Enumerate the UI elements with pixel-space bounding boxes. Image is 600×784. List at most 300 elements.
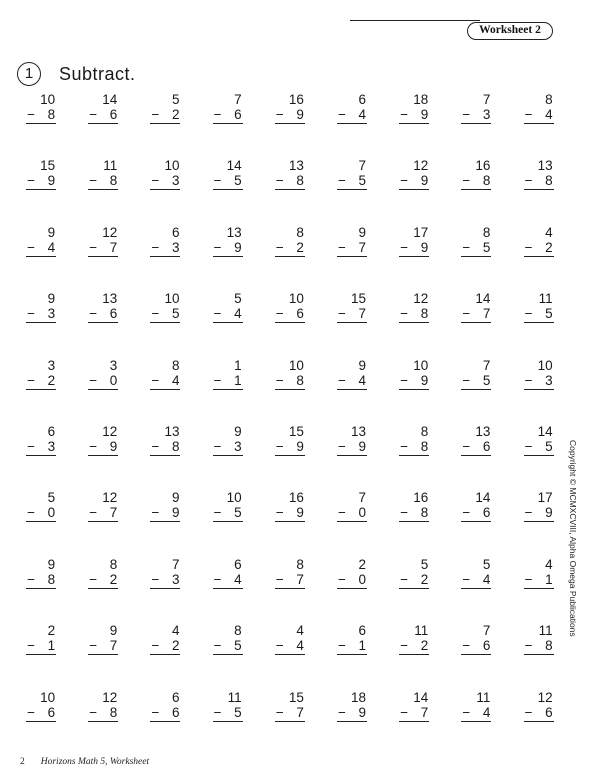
minus-sign: − [213, 173, 222, 189]
problem-row [10, 557, 570, 623]
subtrahend-line [150, 439, 180, 456]
minuend: 16 [413, 490, 429, 506]
subtrahend: 6 [47, 704, 56, 720]
subtrahend: 6 [109, 107, 118, 122]
minuend: 8 [171, 357, 180, 373]
minuend: 10 [40, 689, 56, 705]
subtrahend: 5 [234, 505, 242, 521]
minuend: 4 [545, 556, 553, 572]
subtrahend: 4 [234, 306, 242, 322]
minuend: 11 [538, 291, 553, 307]
subtraction-problem [72, 158, 134, 224]
minuend: 8 [482, 224, 491, 240]
subtrahend-line [26, 705, 56, 722]
subtrahend-line [399, 439, 429, 456]
minus-sign: − [27, 438, 35, 454]
minuend: 9 [109, 623, 118, 639]
subtrahend: 6 [545, 704, 553, 720]
subtrahend-line [213, 173, 243, 190]
minus-sign: − [27, 704, 35, 720]
minus-sign: − [89, 704, 98, 720]
subtrahend-line [275, 240, 305, 257]
minuend: 8 [296, 224, 304, 240]
subtrahend-line [213, 638, 243, 655]
subtrahend-line [399, 638, 429, 655]
subtraction-problem [72, 358, 134, 424]
subtrahend-line [150, 572, 180, 589]
subtrahend-line [461, 306, 491, 323]
minus-sign: − [27, 638, 35, 654]
minuend: 10 [164, 158, 180, 174]
minus-sign: − [400, 505, 409, 521]
minus-sign: − [462, 505, 471, 521]
subtrahend: 5 [482, 239, 491, 255]
subtrahend: 7 [109, 505, 118, 521]
minus-sign: − [89, 638, 98, 654]
subtrahend-line [461, 572, 491, 589]
minuend: 12 [102, 490, 118, 506]
minuend: 8 [109, 556, 118, 572]
subtrahend: 8 [109, 704, 118, 720]
subtrahend-line [399, 505, 429, 522]
subtrahend: 3 [171, 173, 180, 189]
problem-row [10, 158, 570, 224]
minuend: 10 [288, 357, 304, 373]
subtraction-problem [321, 92, 383, 158]
minuend: 16 [288, 490, 304, 506]
subtrahend: 6 [482, 638, 491, 654]
minus-sign: − [275, 704, 284, 720]
subtraction-problem [10, 424, 72, 490]
minuend: 7 [482, 357, 491, 373]
minuend: 14 [475, 291, 491, 307]
subtrahend-line [150, 705, 180, 722]
minuend: 5 [234, 291, 242, 307]
minus-sign: − [151, 107, 160, 122]
subtrahend: 8 [296, 372, 304, 388]
subtrahend-line [150, 373, 180, 390]
subtrahend-line [213, 705, 243, 722]
minus-sign: − [400, 438, 409, 454]
subtraction-problem [445, 92, 507, 158]
minuend: 14 [413, 689, 429, 705]
minus-sign: − [275, 505, 284, 521]
subtraction-problem [197, 92, 259, 158]
subtraction-problem [10, 690, 72, 756]
minus-sign: − [89, 239, 98, 255]
minus-sign: − [27, 306, 35, 322]
subtrahend: 7 [296, 571, 304, 587]
minus-sign: − [524, 438, 533, 454]
subtrahend-line [461, 505, 491, 522]
minus-sign: − [400, 107, 409, 122]
subtraction-problem [508, 358, 570, 424]
subtraction-problem [10, 358, 72, 424]
subtrahend: 0 [47, 505, 56, 521]
subtrahend: 4 [358, 107, 367, 122]
subtraction-problem [72, 557, 134, 623]
subtrahend-line [399, 705, 429, 722]
subtrahend: 1 [545, 571, 553, 587]
minuend: 14 [226, 158, 242, 174]
minus-sign: − [151, 571, 160, 587]
minus-sign: − [462, 704, 471, 720]
subtrahend-line [524, 107, 554, 124]
subtrahend: 9 [420, 372, 429, 388]
minus-sign: − [213, 107, 222, 122]
subtraction-problem [383, 291, 445, 357]
minus-sign: − [151, 173, 160, 189]
minus-sign: − [27, 372, 35, 388]
minus-sign: − [27, 571, 35, 587]
subtraction-problem [321, 557, 383, 623]
subtrahend-line [213, 439, 243, 456]
problem-row [10, 92, 570, 158]
minuend: 9 [47, 224, 56, 240]
minuend: 6 [358, 92, 367, 107]
minus-sign: − [275, 239, 284, 255]
subtraction-problem [134, 158, 196, 224]
subtrahend-line [88, 439, 118, 456]
subtraction-problem [72, 490, 134, 556]
minuend: 12 [537, 689, 553, 705]
subtrahend-line [461, 373, 491, 390]
subtrahend: 6 [482, 438, 491, 454]
subtrahend: 2 [171, 638, 180, 654]
subtraction-problem [134, 490, 196, 556]
subtrahend: 3 [171, 239, 180, 255]
subtraction-problem [134, 424, 196, 490]
subtrahend: 3 [171, 571, 180, 587]
subtraction-problem [445, 424, 507, 490]
minuend: 14 [475, 490, 491, 506]
subtraction-problem [134, 358, 196, 424]
subtraction-problem [134, 92, 196, 158]
page-number: 2 [20, 757, 25, 767]
section-header [17, 60, 136, 88]
subtrahend-line [524, 240, 554, 257]
subtrahend-line [337, 572, 367, 589]
subtraction-problem [10, 490, 72, 556]
subtraction-problem [259, 291, 321, 357]
subtrahend: 6 [482, 505, 491, 521]
minus-sign: − [462, 372, 471, 388]
minuend: 15 [40, 158, 56, 174]
minus-sign: − [400, 638, 409, 654]
subtraction-problem [508, 424, 570, 490]
minus-sign: − [213, 438, 222, 454]
subtraction-problem [383, 92, 445, 158]
minus-sign: − [151, 638, 160, 654]
subtrahend: 8 [47, 571, 56, 587]
subtraction-problem [10, 225, 72, 291]
minuend: 17 [413, 224, 429, 240]
minuend: 10 [537, 357, 553, 373]
minuend: 12 [102, 224, 118, 240]
minuend: 10 [226, 490, 242, 506]
minuend: 10 [288, 291, 304, 307]
subtrahend-line [26, 572, 56, 589]
minuend: 15 [288, 423, 304, 439]
subtraction-problem [383, 690, 445, 756]
subtrahend-line [26, 373, 56, 390]
minus-sign: − [27, 239, 35, 255]
subtraction-problem [72, 424, 134, 490]
subtrahend-line [150, 638, 180, 655]
minuend: 7 [171, 556, 180, 572]
minus-sign: − [524, 638, 533, 654]
subtrahend: 8 [482, 173, 491, 189]
minuend: 9 [47, 291, 56, 307]
subtraction-problem [259, 490, 321, 556]
subtrahend-line [26, 505, 56, 522]
minus-sign: − [275, 438, 284, 454]
minuend: 4 [296, 623, 304, 639]
minuend: 11 [227, 689, 242, 705]
subtrahend: 5 [545, 438, 553, 454]
subtraction-problem [321, 158, 383, 224]
subtrahend-line [213, 572, 243, 589]
minuend: 7 [358, 490, 367, 506]
minus-sign: − [27, 107, 35, 122]
subtraction-problem [508, 291, 570, 357]
subtraction-problem [445, 158, 507, 224]
minus-sign: − [338, 438, 346, 454]
problem-row [10, 225, 570, 291]
minus-sign: − [213, 306, 222, 322]
minuend: 11 [103, 158, 118, 174]
minuend: 8 [234, 623, 242, 639]
subtraction-problem [383, 225, 445, 291]
problem-row [10, 424, 570, 490]
subtraction-problem [197, 424, 259, 490]
subtraction-problem [134, 623, 196, 689]
subtraction-problem [445, 490, 507, 556]
subtrahend: 4 [358, 372, 367, 388]
minus-sign: − [213, 505, 222, 521]
subtrahend-line [88, 505, 118, 522]
minuend: 8 [420, 423, 429, 439]
subtrahend-line [524, 705, 554, 722]
page-footer [20, 757, 149, 767]
minuend: 5 [47, 490, 56, 506]
subtrahend-line [275, 439, 305, 456]
minuend: 10 [413, 357, 429, 373]
subtraction-problem [10, 557, 72, 623]
subtrahend-line [337, 306, 367, 323]
minus-sign: − [275, 107, 284, 122]
subtrahend-line [461, 173, 491, 190]
subtrahend-line [213, 306, 243, 323]
subtrahend-line [88, 173, 118, 190]
minuend: 14 [102, 92, 118, 107]
minus-sign: − [151, 704, 160, 720]
minus-sign: − [151, 306, 160, 322]
minus-sign: − [151, 239, 160, 255]
minus-sign: − [524, 239, 533, 255]
subtraction-problem [445, 358, 507, 424]
subtraction-problem [10, 158, 72, 224]
subtrahend-line [150, 240, 180, 257]
subtrahend: 1 [234, 372, 242, 388]
minus-sign: − [338, 173, 346, 189]
minuend: 9 [234, 423, 242, 439]
subtrahend: 1 [358, 638, 367, 654]
subtraction-problem [383, 490, 445, 556]
subtrahend-line [399, 306, 429, 323]
subtraction-problem [259, 92, 321, 158]
subtraction-problem [10, 623, 72, 689]
minuend: 5 [482, 556, 491, 572]
subtrahend: 2 [109, 571, 118, 587]
subtrahend-line [461, 705, 491, 722]
minus-sign: − [338, 571, 346, 587]
minuend: 2 [358, 556, 367, 572]
subtrahend: 9 [234, 239, 242, 255]
minuend: 4 [545, 224, 553, 240]
minus-sign: − [89, 173, 98, 189]
subtrahend-line [150, 107, 180, 124]
minuend: 12 [102, 689, 118, 705]
minus-sign: − [400, 306, 409, 322]
subtrahend: 9 [296, 438, 304, 454]
book-title: Horizons Math 5, Worksheet [40, 757, 150, 767]
subtrahend-line [213, 240, 243, 257]
subtraction-problem [72, 291, 134, 357]
subtraction-problem [508, 158, 570, 224]
subtraction-problem [508, 92, 570, 158]
subtrahend: 8 [545, 638, 553, 654]
subtraction-problem [508, 490, 570, 556]
subtrahend: 4 [545, 107, 553, 122]
minuend: 12 [102, 423, 118, 439]
minuend: 9 [47, 556, 56, 572]
minuend: 9 [358, 357, 367, 373]
problem-row [10, 291, 570, 357]
minuend: 9 [171, 490, 180, 506]
subtraction-problem [259, 225, 321, 291]
minus-sign: − [462, 173, 471, 189]
minuend: 3 [47, 357, 56, 373]
subtrahend: 8 [420, 438, 429, 454]
subtrahend-line [524, 505, 554, 522]
minuend: 13 [226, 224, 242, 240]
minus-sign: − [275, 372, 284, 388]
minus-sign: − [524, 505, 533, 521]
subtrahend-line [275, 173, 305, 190]
subtraction-problem [508, 557, 570, 623]
subtrahend-line [399, 240, 429, 257]
subtrahend-line [213, 505, 243, 522]
minuend: 6 [358, 623, 367, 639]
minus-sign: − [89, 505, 98, 521]
problem-row [10, 690, 570, 756]
minus-sign: − [338, 306, 346, 322]
subtrahend: 3 [545, 372, 553, 388]
subtrahend-line [88, 373, 118, 390]
subtrahend: 1 [47, 638, 56, 654]
subtraction-problem [321, 623, 383, 689]
subtrahend-line [524, 572, 554, 589]
subtrahend: 9 [420, 173, 429, 189]
problem-row [10, 490, 570, 556]
minus-sign: − [524, 306, 533, 322]
subtrahend: 5 [234, 704, 242, 720]
subtrahend-line [337, 505, 367, 522]
subtraction-problem [197, 358, 259, 424]
subtraction-problem [197, 291, 259, 357]
subtrahend: 6 [171, 704, 180, 720]
subtrahend: 9 [420, 239, 429, 255]
minuend: 18 [351, 689, 367, 705]
minus-sign: − [151, 505, 160, 521]
minus-sign: − [524, 372, 533, 388]
subtrahend: 2 [171, 107, 180, 122]
minuend: 9 [358, 224, 367, 240]
minus-sign: − [213, 704, 222, 720]
subtrahend-line [275, 505, 305, 522]
subtraction-problem [383, 424, 445, 490]
subtraction-problem [259, 424, 321, 490]
subtrahend: 3 [47, 438, 56, 454]
minuend: 10 [40, 92, 56, 107]
minus-sign: − [338, 638, 346, 654]
subtrahend: 6 [234, 107, 242, 122]
minus-sign: − [275, 306, 284, 322]
minus-sign: − [89, 306, 98, 322]
minuend: 7 [482, 92, 491, 107]
problem-row [10, 623, 570, 689]
minuend: 10 [164, 291, 180, 307]
subtrahend: 9 [545, 505, 553, 521]
subtrahend-line [88, 705, 118, 722]
subtrahend: 8 [420, 505, 429, 521]
subtraction-problem [383, 557, 445, 623]
minus-sign: − [524, 107, 533, 122]
subtraction-problem [445, 225, 507, 291]
minus-sign: − [213, 239, 222, 255]
subtrahend-line [524, 439, 554, 456]
minus-sign: − [524, 173, 533, 189]
minuend: 7 [358, 158, 367, 174]
minus-sign: − [338, 505, 346, 521]
minuend: 17 [537, 490, 553, 506]
subtrahend-line [337, 439, 367, 456]
subtrahend-line [275, 306, 305, 323]
minuend: 18 [413, 92, 429, 107]
subtrahend: 3 [234, 438, 242, 454]
subtrahend: 8 [420, 306, 429, 322]
minus-sign: − [275, 173, 284, 189]
minus-sign: − [275, 638, 284, 654]
problem-grid [10, 92, 570, 756]
minuend: 15 [351, 291, 367, 307]
subtrahend-line [150, 505, 180, 522]
subtraction-problem [321, 291, 383, 357]
subtrahend-line [337, 107, 367, 124]
subtrahend-line [524, 173, 554, 190]
minus-sign: − [462, 638, 471, 654]
subtrahend: 4 [482, 704, 491, 720]
subtrahend-line [337, 373, 367, 390]
subtrahend: 9 [296, 107, 304, 122]
minus-sign: − [213, 571, 222, 587]
minus-sign: − [151, 438, 160, 454]
subtraction-problem [508, 690, 570, 756]
subtraction-problem [321, 490, 383, 556]
subtrahend: 0 [358, 571, 367, 587]
subtrahend: 2 [296, 239, 304, 255]
